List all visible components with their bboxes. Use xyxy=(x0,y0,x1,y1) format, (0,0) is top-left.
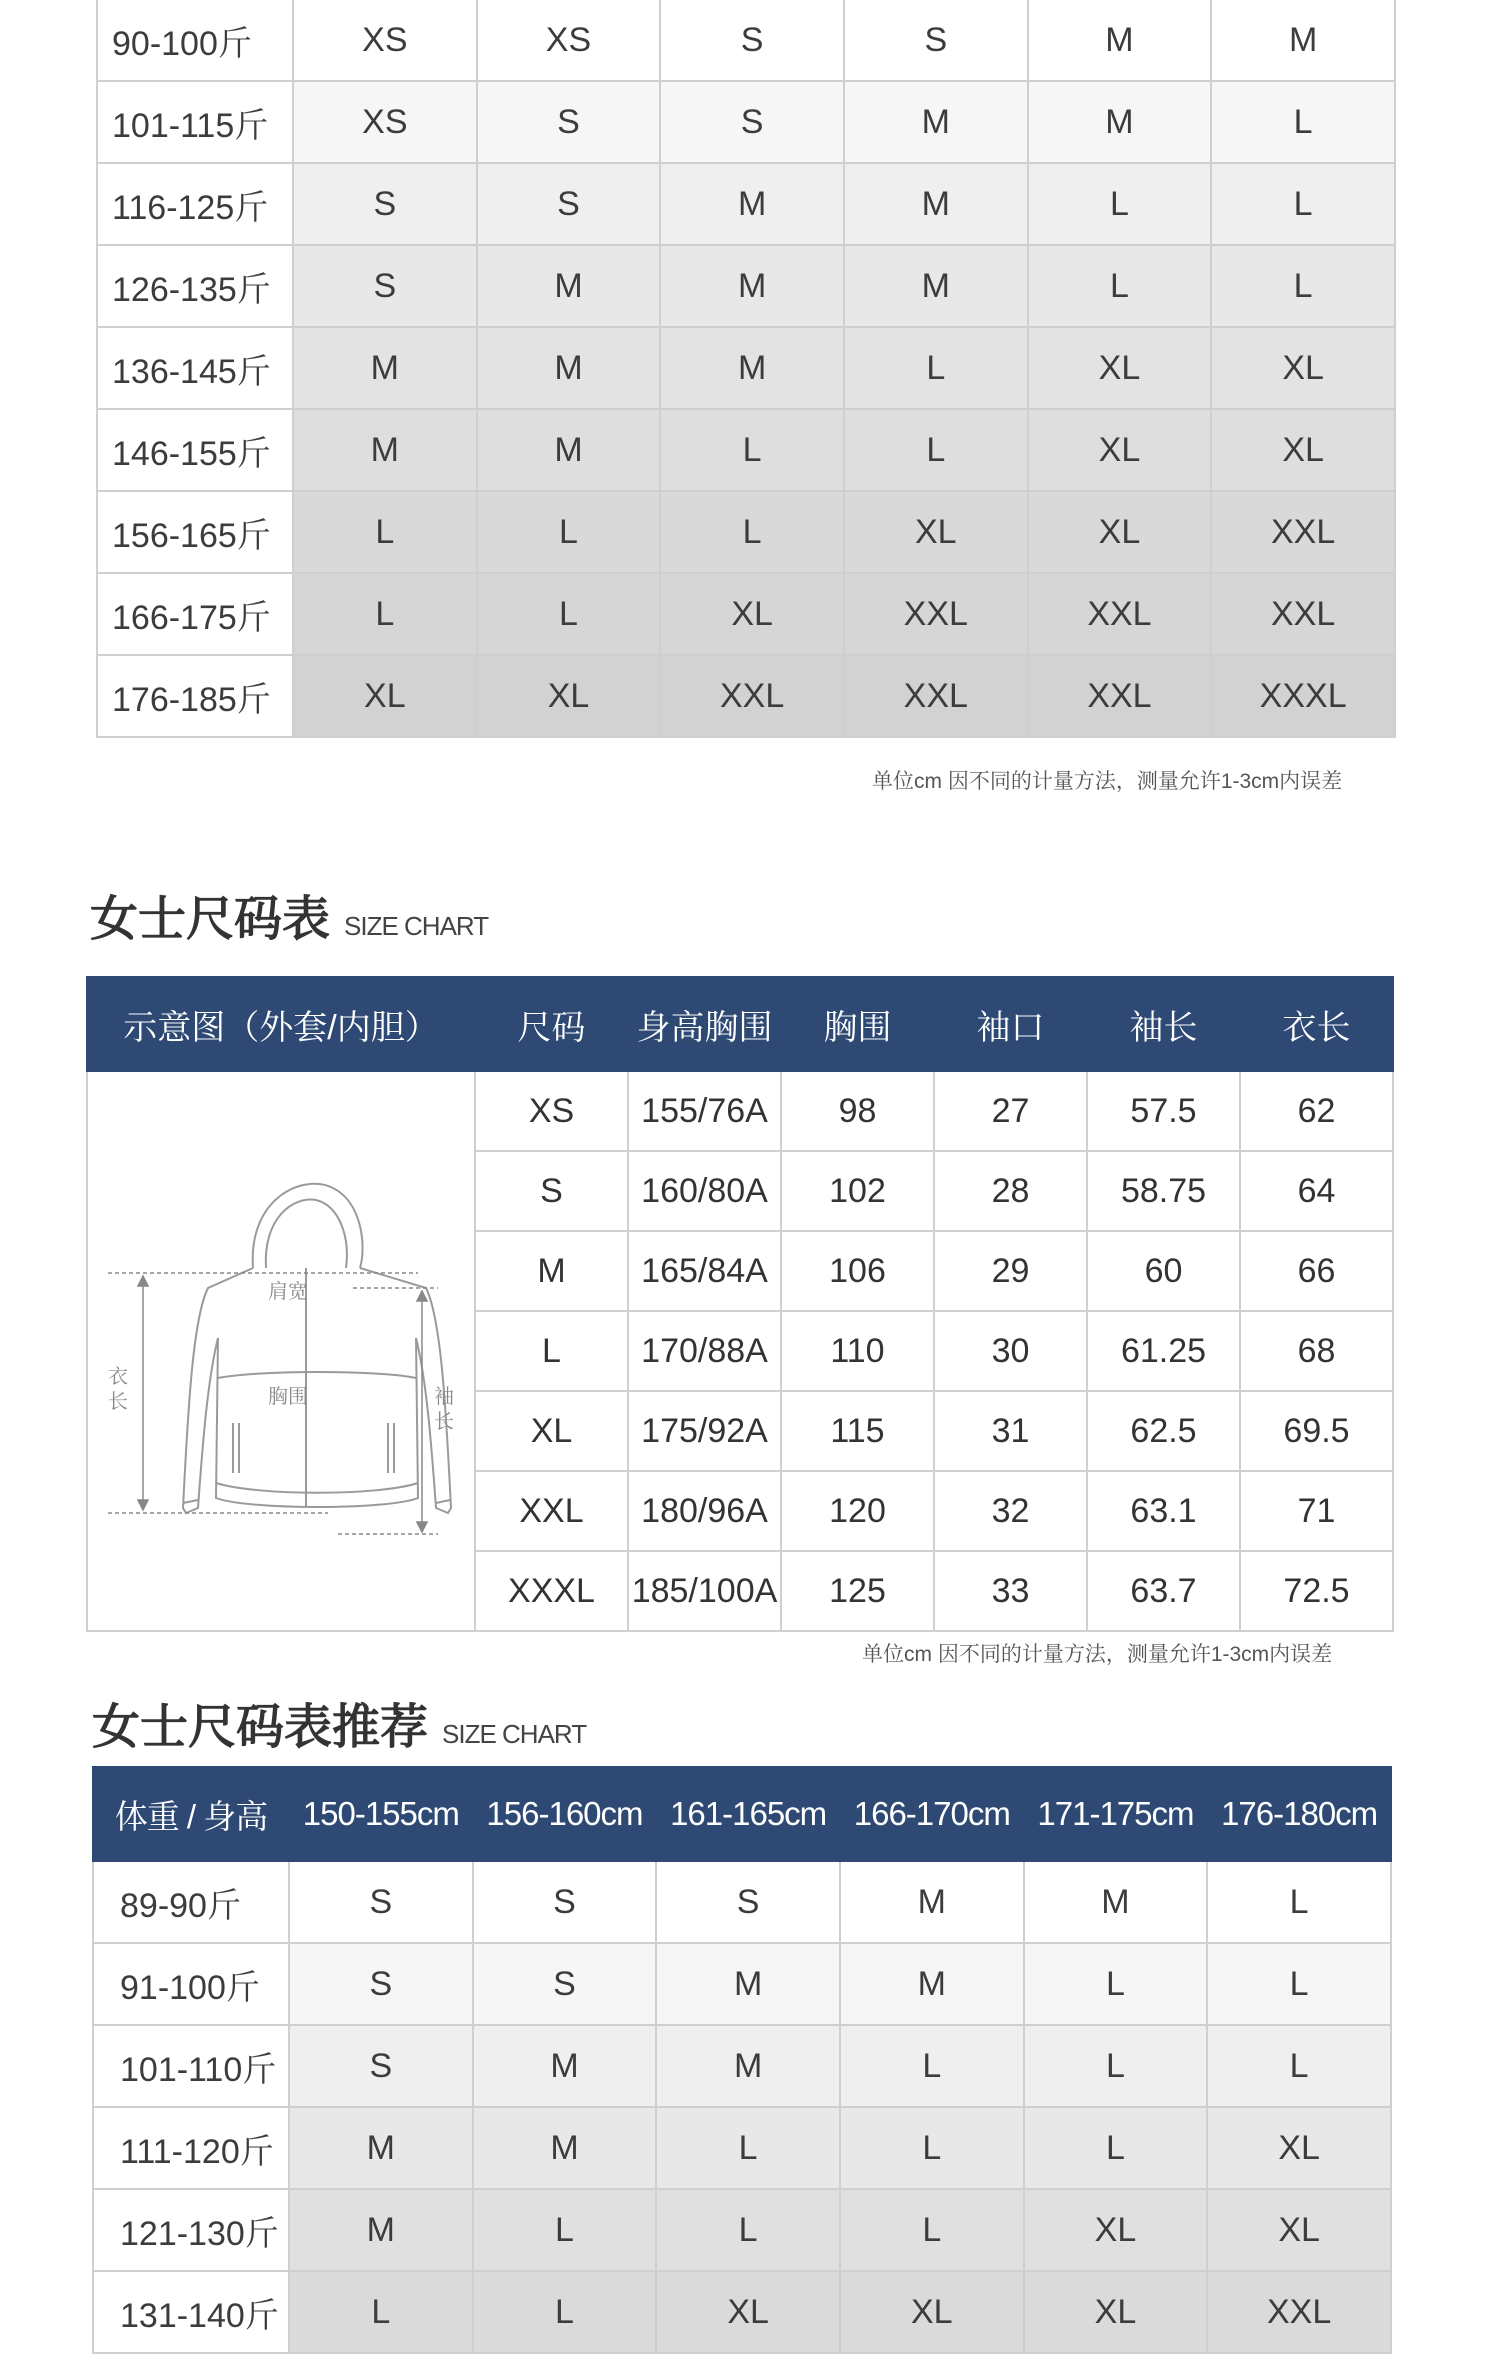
size-cell: M xyxy=(293,409,477,491)
size-cell: M xyxy=(656,2025,840,2107)
size-cell: M xyxy=(477,409,661,491)
header-weight-height: 体重 / 身高 xyxy=(93,1767,289,1861)
size-cell: XXL xyxy=(660,655,844,737)
size-cell: L xyxy=(1024,1943,1208,2025)
size-cell: XL xyxy=(1024,2271,1208,2353)
size-cell: XXXL xyxy=(1211,655,1395,737)
table-row xyxy=(97,81,1395,163)
size-cell: XXL xyxy=(844,573,1028,655)
table-row xyxy=(87,1071,1393,1151)
size-cell: L xyxy=(477,573,661,655)
size-cell: XL xyxy=(1024,2189,1208,2271)
size-cell: XL xyxy=(293,655,477,737)
size-cell: S xyxy=(293,163,477,245)
table-row xyxy=(93,1943,1391,2025)
weight-cell: 146-155斤 xyxy=(97,409,293,491)
chest-cell: 102 xyxy=(781,1151,934,1231)
men-table-body xyxy=(97,0,1395,737)
size-cell: S xyxy=(656,1861,840,1943)
size-cell: XXL xyxy=(1207,2271,1391,2353)
size-cell: XL xyxy=(1028,409,1212,491)
shoulder-label: 肩宽 xyxy=(268,1281,308,1303)
sleeve-label-2: 长 xyxy=(434,1411,454,1433)
header-height-range: 161-165cm xyxy=(656,1767,840,1861)
size-cell: M xyxy=(660,245,844,327)
body-length-cell: 71 xyxy=(1240,1471,1393,1551)
women-size-chart-title xyxy=(90,880,488,949)
size-cell: XS xyxy=(293,0,477,81)
length-label-2: 长 xyxy=(108,1391,128,1413)
table-row xyxy=(93,2107,1391,2189)
size-cell: S xyxy=(293,245,477,327)
table-row xyxy=(97,163,1395,245)
weight-cell: 101-115斤 xyxy=(97,81,293,163)
size-cell: XL xyxy=(477,655,661,737)
height-chest-cell: 155/76A xyxy=(628,1071,781,1151)
body-length-cell: 72.5 xyxy=(1240,1551,1393,1631)
cuff-cell: 27 xyxy=(934,1071,1087,1151)
size-cell: XL xyxy=(1207,2189,1391,2271)
table-row xyxy=(93,2025,1391,2107)
weight-cell: 176-185斤 xyxy=(97,655,293,737)
height-chest-cell: 185/100A xyxy=(628,1551,781,1631)
size-cell: L xyxy=(293,491,477,573)
section-title-zh: 女士尺码表 xyxy=(90,893,331,946)
table-row xyxy=(93,1861,1391,1943)
men-size-recommendation-table xyxy=(96,0,1396,738)
size-cell: M xyxy=(840,1861,1024,1943)
size-cell: L xyxy=(1211,81,1395,163)
size-cell: XXL xyxy=(1028,655,1212,737)
women-recommend-title xyxy=(92,1688,586,1757)
size-cell: M xyxy=(660,163,844,245)
size-cell: M xyxy=(844,81,1028,163)
table-row xyxy=(93,2189,1391,2271)
size-cell: L xyxy=(473,2189,657,2271)
body-length-cell: 62 xyxy=(1240,1071,1393,1151)
women-chart-body xyxy=(87,1071,1393,1631)
size-cell: XL xyxy=(656,2271,840,2353)
size-cell: XXL xyxy=(1211,573,1395,655)
size-cell: M xyxy=(840,1943,1024,2025)
table-row xyxy=(97,0,1395,81)
size-cell: L xyxy=(1024,2107,1208,2189)
weight-cell: 166-175斤 xyxy=(97,573,293,655)
length-label-1: 衣 xyxy=(108,1366,128,1388)
size-cell: XXL xyxy=(1211,491,1395,573)
table-row xyxy=(97,327,1395,409)
height-chest-cell: 165/84A xyxy=(628,1231,781,1311)
size-cell: XS xyxy=(477,0,661,81)
size-cell: M xyxy=(289,2189,473,2271)
size-cell: L xyxy=(1024,2025,1208,2107)
chest-cell: 125 xyxy=(781,1551,934,1631)
size-cell: XL xyxy=(840,2271,1024,2353)
size-cell: S xyxy=(477,163,661,245)
weight-cell: 90-100斤 xyxy=(97,0,293,81)
size-cell: L xyxy=(477,491,661,573)
size-cell: L xyxy=(293,573,477,655)
size-cell: M xyxy=(477,327,661,409)
size-cell: L xyxy=(1207,2025,1391,2107)
size-cell: L xyxy=(660,409,844,491)
size-cell: M xyxy=(844,245,1028,327)
size-cell: M xyxy=(293,327,477,409)
size-cell: XL xyxy=(1028,327,1212,409)
size-cell: XXXL xyxy=(475,1551,628,1631)
size-cell: XS xyxy=(293,81,477,163)
women-size-chart-table xyxy=(86,976,1394,1632)
size-cell: M xyxy=(477,245,661,327)
size-cell: M xyxy=(660,327,844,409)
height-chest-cell: 175/92A xyxy=(628,1391,781,1471)
table-row xyxy=(97,655,1395,737)
header-size: 尺码 xyxy=(475,977,628,1071)
sleeve-length-cell: 63.1 xyxy=(1087,1471,1240,1551)
size-cell: M xyxy=(1211,0,1395,81)
measurement-note: 单位cm 因不同的计量方法，测量允许1-3cm内误差 xyxy=(872,770,1343,793)
size-cell: S xyxy=(660,0,844,81)
size-cell: L xyxy=(840,2189,1024,2271)
size-cell: M xyxy=(473,2025,657,2107)
sleeve-label-1: 袖 xyxy=(434,1386,454,1408)
table-row xyxy=(97,245,1395,327)
size-cell: L xyxy=(289,2271,473,2353)
size-cell: M xyxy=(656,1943,840,2025)
size-cell: M xyxy=(475,1231,628,1311)
table-row xyxy=(97,573,1395,655)
header-height-chest: 身高胸围 xyxy=(628,977,781,1071)
size-cell: S xyxy=(289,1861,473,1943)
size-cell: M xyxy=(1028,0,1212,81)
weight-cell: 89-90斤 xyxy=(93,1861,289,1943)
table-row xyxy=(97,409,1395,491)
size-cell: S xyxy=(289,1943,473,2025)
weight-cell: 126-135斤 xyxy=(97,245,293,327)
chest-label: 胸围 xyxy=(268,1386,308,1408)
weight-cell: 136-145斤 xyxy=(97,327,293,409)
header-diagram: 示意图（外套/内胆） xyxy=(87,977,475,1071)
header-sleeve-length: 袖长 xyxy=(1087,977,1240,1071)
header-height-range: 156-160cm xyxy=(473,1767,657,1861)
cuff-cell: 29 xyxy=(934,1231,1087,1311)
jacket-diagram-icon xyxy=(88,1078,475,1624)
section-title-en: SIZE CHART xyxy=(344,911,489,941)
height-chest-cell: 170/88A xyxy=(628,1311,781,1391)
chest-cell: 106 xyxy=(781,1231,934,1311)
sleeve-length-cell: 63.7 xyxy=(1087,1551,1240,1631)
header-height-range: 171-175cm xyxy=(1024,1767,1208,1861)
height-chest-cell: 160/80A xyxy=(628,1151,781,1231)
header-height-range: 150-155cm xyxy=(289,1767,473,1861)
size-cell: L xyxy=(656,2107,840,2189)
size-cell: M xyxy=(1028,81,1212,163)
weight-cell: 91-100斤 xyxy=(93,1943,289,2025)
cuff-cell: 33 xyxy=(934,1551,1087,1631)
size-cell: XL xyxy=(1207,2107,1391,2189)
cuff-cell: 28 xyxy=(934,1151,1087,1231)
size-cell: XL xyxy=(1211,327,1395,409)
size-cell: L xyxy=(1028,163,1212,245)
size-cell: XS xyxy=(475,1071,628,1151)
women-recommend-body xyxy=(93,1861,1391,2353)
cuff-cell: 32 xyxy=(934,1471,1087,1551)
size-cell: M xyxy=(473,2107,657,2189)
chest-cell: 110 xyxy=(781,1311,934,1391)
size-cell: L xyxy=(1207,1943,1391,2025)
size-cell: L xyxy=(844,327,1028,409)
size-cell: XXL xyxy=(1028,573,1212,655)
weight-cell: 156-165斤 xyxy=(97,491,293,573)
size-cell: M xyxy=(1024,1861,1208,1943)
size-cell: L xyxy=(660,491,844,573)
weight-cell: 111-120斤 xyxy=(93,2107,289,2189)
header-cuff: 袖口 xyxy=(934,977,1087,1071)
size-cell: L xyxy=(1207,1861,1391,1943)
size-cell: S xyxy=(473,1943,657,2025)
diagram-cell xyxy=(87,1071,475,1631)
table-row xyxy=(93,2271,1391,2353)
sleeve-length-cell: 61.25 xyxy=(1087,1311,1240,1391)
weight-cell: 121-130斤 xyxy=(93,2189,289,2271)
size-cell: XL xyxy=(660,573,844,655)
sleeve-length-cell: 60 xyxy=(1087,1231,1240,1311)
sleeve-length-cell: 58.75 xyxy=(1087,1151,1240,1231)
table-header-row xyxy=(87,977,1393,1071)
size-cell: L xyxy=(840,2025,1024,2107)
size-cell: S xyxy=(475,1151,628,1231)
chest-cell: 115 xyxy=(781,1391,934,1471)
weight-cell: 131-140斤 xyxy=(93,2271,289,2353)
section-title-zh: 女士尺码表推荐 xyxy=(92,1701,429,1754)
cuff-cell: 31 xyxy=(934,1391,1087,1471)
weight-cell: 116-125斤 xyxy=(97,163,293,245)
body-length-cell: 66 xyxy=(1240,1231,1393,1311)
size-cell: XXL xyxy=(844,655,1028,737)
measurement-note-women: 单位cm 因不同的计量方法，测量允许1-3cm内误差 xyxy=(862,1643,1333,1666)
size-cell: S xyxy=(289,2025,473,2107)
chest-cell: 120 xyxy=(781,1471,934,1551)
header-chest: 胸围 xyxy=(781,977,934,1071)
header-height-range: 166-170cm xyxy=(840,1767,1024,1861)
size-cell: M xyxy=(289,2107,473,2189)
sleeve-length-cell: 57.5 xyxy=(1087,1071,1240,1151)
size-cell: L xyxy=(1028,245,1212,327)
size-cell: L xyxy=(1211,163,1395,245)
size-cell: L xyxy=(1211,245,1395,327)
height-chest-cell: 180/96A xyxy=(628,1471,781,1551)
size-cell: S xyxy=(473,1861,657,1943)
body-length-cell: 68 xyxy=(1240,1311,1393,1391)
size-cell: L xyxy=(840,2107,1024,2189)
chest-cell: 98 xyxy=(781,1071,934,1151)
size-cell: L xyxy=(844,409,1028,491)
body-length-cell: 64 xyxy=(1240,1151,1393,1231)
header-height-range: 176-180cm xyxy=(1207,1767,1391,1861)
body-length-cell: 69.5 xyxy=(1240,1391,1393,1471)
size-cell: XL xyxy=(844,491,1028,573)
table-header-row xyxy=(93,1767,1391,1861)
table-row xyxy=(97,491,1395,573)
size-cell: S xyxy=(660,81,844,163)
size-cell: M xyxy=(844,163,1028,245)
header-body-length: 衣长 xyxy=(1240,977,1393,1071)
size-cell: XL xyxy=(475,1391,628,1471)
women-size-recommendation-table xyxy=(92,1766,1392,2354)
size-cell: L xyxy=(656,2189,840,2271)
sleeve-length-cell: 62.5 xyxy=(1087,1391,1240,1471)
size-cell: L xyxy=(473,2271,657,2353)
size-cell: S xyxy=(844,0,1028,81)
cuff-cell: 30 xyxy=(934,1311,1087,1391)
size-cell: XXL xyxy=(475,1471,628,1551)
weight-cell: 101-110斤 xyxy=(93,2025,289,2107)
size-cell: S xyxy=(477,81,661,163)
size-cell: L xyxy=(475,1311,628,1391)
section-title-en: SIZE CHART xyxy=(442,1719,587,1749)
size-cell: XL xyxy=(1028,491,1212,573)
size-cell: XL xyxy=(1211,409,1395,491)
